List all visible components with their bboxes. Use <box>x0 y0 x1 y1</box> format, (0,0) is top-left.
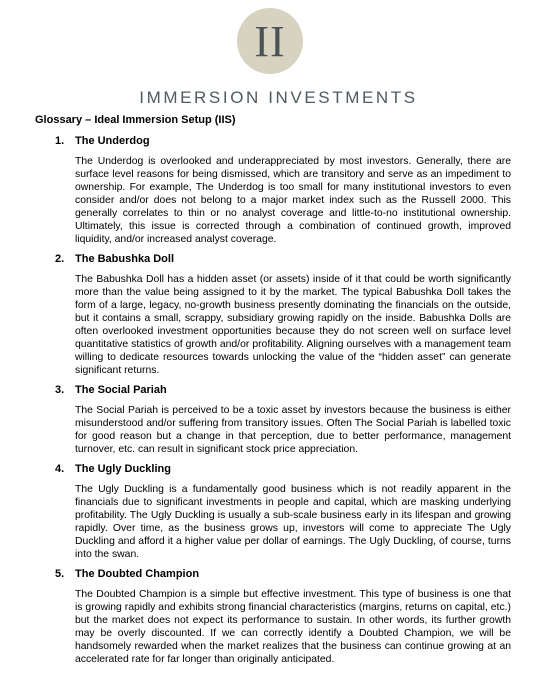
glossary-item-doubted-champion <box>0 568 539 666</box>
item-number: 4. <box>55 463 65 475</box>
item-description: The Social Pariah is perceived to be a toxic asset by investors because the business is either misunderstood and/or suffering from transitory issues. Often The Social Pariah is labelled toxic for good reason but a change in that perception, due to better performance, management turnover, etc. can result in significant stock price appreciation. <box>75 405 511 455</box>
document-title: Glossary – Ideal Immersion Setup (IIS) <box>35 114 236 126</box>
item-number: 5. <box>55 568 65 580</box>
glossary-list <box>0 135 539 673</box>
item-description: The Ugly Duckling is a fundamentally good business which is not readily apparent in the financials due to significant investments in people and capital, which are masking underlying profitability. The Ugly Duckling is usually a sub-scale business early in its lifespan and growing rapidly. Over time, as the business grows up, investors will come to appreciate The Ugly Duckling and afford it a higher value per dollar of earnings. The Ugly Duckling, of course, turns into the swan. <box>75 484 511 560</box>
glossary-item-heading <box>0 384 539 399</box>
glossary-item-social-pariah <box>0 384 539 456</box>
item-description: The Underdog is overlooked and underappreciated by most investors. Generally, there are surface level reasons for being dismissed, which are transitory and serve as an impediment to ownership. For example, The Underdog is too small for many institutional investors to even consider and/or does not belong to a major market index such as the Russell 2000. This generally correlates to thin or no analyst coverage and little-to-no institutional ownership. Ultimately, this issue is corrected through a combination of continued growth, improved liquidity, and/or increased analyst coverage. <box>75 156 511 245</box>
item-description: The Babushka Doll has a hidden asset (or assets) inside of it that could be worth significantly more than the value being assigned to it by the market. The typical Babushka Doll takes the form of a large, legacy, no-growth business presently dominating the financials on the outside, but it contains a small, scrappy, subsidiary growing rapidly on the inside. Babushka Dolls are often overlooked investment opportunities because they do not screen well on surface level quantitative statistics of growth and/or profitability. Aligning ourselves with a management team willing to dedicate resources towards unlocking the value of the “hidden asset” can generate significant returns. <box>75 274 511 376</box>
glossary-item-heading <box>0 568 539 583</box>
item-title: The Ugly Duckling <box>75 463 171 475</box>
logo-mark: II <box>254 17 286 66</box>
item-title: The Babushka Doll <box>75 253 175 265</box>
brand-name: IMMERSION INVESTMENTS <box>139 88 418 107</box>
item-number: 1. <box>55 135 65 147</box>
item-title: The Doubted Champion <box>75 568 200 580</box>
glossary-item-ugly-duckling <box>0 463 539 561</box>
item-title: The Social Pariah <box>75 384 167 396</box>
glossary-item-heading <box>0 253 539 268</box>
item-title: The Underdog <box>75 135 150 147</box>
item-description: The Doubted Champion is a simple but effective investment. This type of business is one that is growing rapidly and exhibits strong financial characteristics (margins, returns on capital, etc.) but the market does not expect its performance to sustain. In other words, its further growth may be overly discounted. If we can correctly identify a Doubted Champion, we will be handsomely rewarded when the market realizes that the business can continue growing at an accelerated rate for far longer than originally anticipated. <box>75 589 511 665</box>
company-logo <box>237 8 303 74</box>
glossary-item-heading <box>0 135 539 150</box>
glossary-item-heading <box>0 463 539 478</box>
glossary-item-babushka-doll <box>0 253 539 377</box>
item-number: 2. <box>55 253 65 265</box>
glossary-item-underdog <box>0 135 539 246</box>
item-number: 3. <box>55 384 65 396</box>
